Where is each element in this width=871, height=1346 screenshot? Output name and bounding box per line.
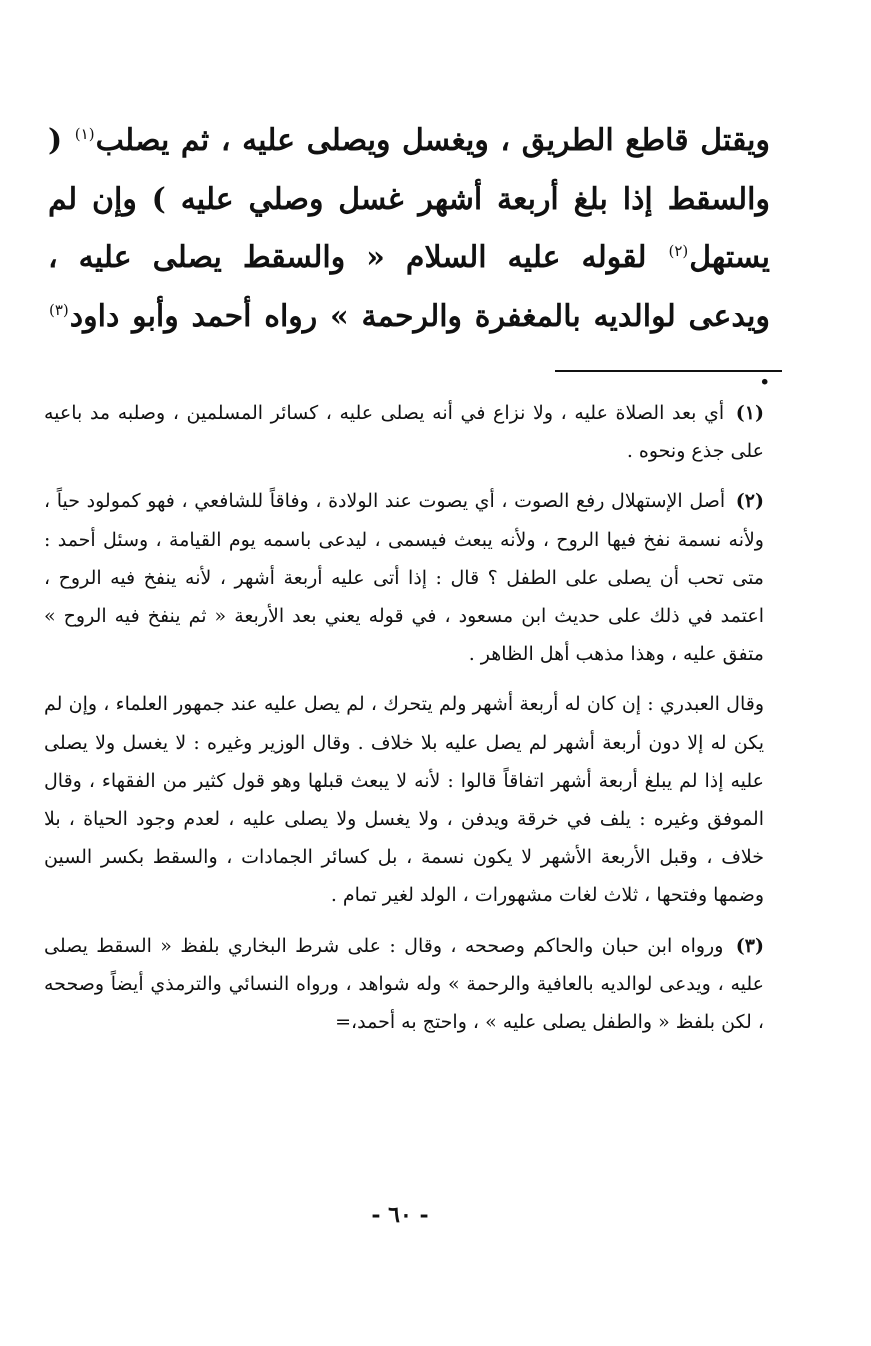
footnotes: [44, 394, 764, 1053]
footnote-ref-1: (١): [74, 125, 95, 143]
footnote-text: أي بعد الصلاة عليه ، ولا نزاع في أنه يصلى عليه ، كسائر المسلمين ، وصلبه مد باعيه على جذع ونحوه .: [44, 402, 764, 463]
footnote-3: [44, 927, 764, 1042]
main-text-segment-2: ( والسقط إذا بلغ أربعة أشهر غسل وصلي عليه ) وإن لم يستهل: [48, 123, 770, 275]
footnote-ref-3: (٣): [49, 300, 69, 319]
footnote-2: [44, 482, 764, 673]
footnote-text: أصل الإستهلال رفع الصوت ، أي يصوت عند الولادة ، وفاقاً للشافعي ، فهو كمولود حياً ، ولأنه نسمة نفخ فيها الروح ، ولأنه يبعث فيسمى ، ليدعى باسمه يوم القيامة ، وسئل أحمد : متى تحب أن يصلى على الطفل ؟ قال : إذا أتى عليه أربعة أشهر ، لأنه ينفخ فيه الروح ، اعتمد في ذلك على حديث ابن مسعود ، في قوله يعني بعد الأربعة « ثم ينفخ فيه الروح » متفق عليه ، وهذا مذهب أهل الظاهر .: [44, 490, 764, 666]
main-text-segment-3: لقوله عليه السلام « والسقط يصلى عليه ، ويدعى لوالديه بالمغفرة والرحمة » رواه أحمد وأبو داود: [48, 240, 770, 334]
main-text-segment-1: ويقتل قاطع الطريق ، ويغسل ويصلى عليه ، ثم يصلب: [95, 123, 770, 158]
footnote-ref-2: (٢): [668, 242, 689, 260]
main-text-segment-4: .: [759, 357, 770, 392]
footnote-2-continued: [44, 685, 764, 914]
main-paragraph: [48, 112, 770, 405]
page-number: - ٦٠ -: [371, 1202, 429, 1228]
footnote-number: (١): [735, 402, 764, 424]
footnote-number: (٣): [735, 934, 764, 957]
footnote-text: وقال العبدري : إن كان له أربعة أشهر ولم يتحرك ، لم يصل عليه عند جمهور العلماء ، وإن لم يكن له إلا دون أربعة أشهر لم يصل عليه بلا خلاف . وقال الوزير وغيره : لا يغسل ولا يصلى عليه إذا لم يبلغ أربعة أشهر اتفاقاً قالوا : لأنه لا يبعث قبلها وهو قول كثير من الفقهاء ، وقال الموفق وغيره : يلف في خرقة ويدفن ، ولا يغسل ولا يصلى عليه ، لعدم وجود الحياة ، بلا خلاف ، وقبل الأربعة الأشهر لا يكون نسمة ، بل كسائر الجمادات ، والسقط بكسر السين وضمها وفتحها ، ثلاث لغات مشهورات ، الولد لغير تمام .: [44, 693, 764, 907]
footnote-number: (٢): [735, 490, 764, 513]
footnote-divider: [555, 370, 782, 372]
footnote-1: [44, 394, 764, 470]
main-text: [48, 112, 770, 405]
footnote-text: ورواه ابن حبان والحاكم وصححه ، وقال : على شرط البخاري بلفظ « السقط يصلى عليه ، ويدعى لوالديه بالعافية والرحمة » وله شواهد ، ورواه النسائي والترمذي أيضاً وصححه ، لكن بلفظ « والطفل يصلى عليه » ، واحتج به أحمد،=: [44, 934, 764, 1034]
